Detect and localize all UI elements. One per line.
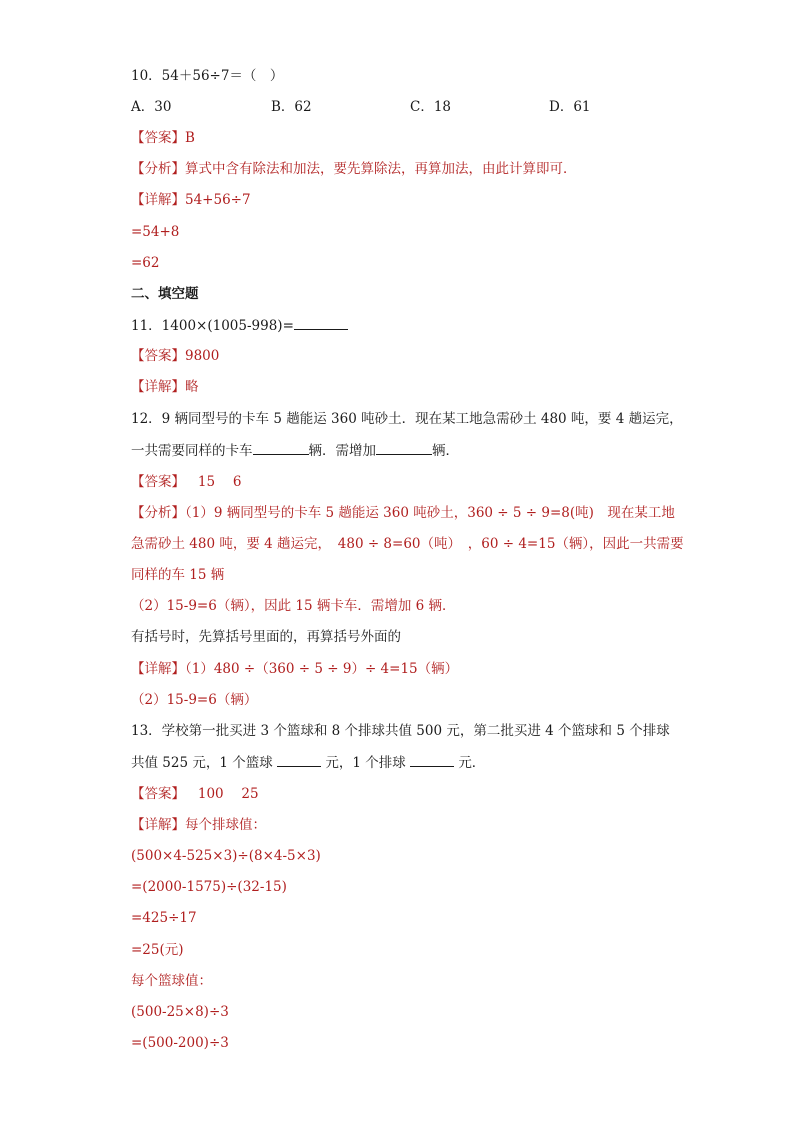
q10-answer-line — [131, 128, 195, 148]
q12-answer-line — [131, 472, 241, 492]
q12-analysis-line-3: 同样的车 15 辆 — [131, 567, 225, 583]
q12-blank-2 — [376, 440, 432, 455]
q13-detail: 每个排球值： — [185, 817, 266, 833]
section-heading: 二、填空题 — [131, 286, 199, 302]
answer-tag: 【答案】 — [131, 130, 185, 146]
q11-detail-line — [131, 377, 199, 397]
q11-stem: 11．1400×(1005-998)= — [131, 318, 294, 334]
q10-step-1: =54+8 — [131, 224, 180, 240]
q12-detail-line-1 — [131, 659, 458, 679]
q10-analysis-line — [131, 159, 577, 179]
q13-step-5: 每个篮球值： — [131, 973, 212, 989]
q11-stem-line — [131, 315, 348, 336]
q12-detail-1: （1）480 ÷（360 ÷ 5 ÷ 9）÷ 4=15（辆） — [185, 661, 459, 677]
answer-tag: 【答案】 — [131, 786, 185, 802]
q12-detail-line-2: （2）15-9=6（辆） — [131, 692, 258, 708]
q12-stem-part-b: 辆．需增加 — [308, 443, 376, 459]
q12-stem-line-1: 12．9 辆同型号的卡车 5 趟能运 360 吨砂土．现在某工地急需砂土 480 吨，要 4 趟运完， — [131, 411, 683, 427]
q13-step-4: =25(元) — [131, 942, 184, 958]
q12-analysis-line-1 — [131, 503, 675, 523]
q10-detail: 54+56÷7 — [185, 192, 251, 208]
q10-stem: 10．54＋56÷7＝（ ） — [131, 68, 284, 84]
q12-stem-part-c: 辆． — [432, 443, 459, 459]
q10-option-d: D．61 — [549, 99, 591, 115]
q13-answer-line — [131, 784, 259, 804]
q13-step-7: =(500-200)÷3 — [131, 1035, 229, 1051]
q13-stem-part-c: 元． — [458, 755, 486, 771]
q12-analysis-line-2: 急需砂土 480 吨，要 4 趟运完， 480 ÷ 8=60（吨） ，60 ÷ 4=15（辆），因此一共需要 — [131, 536, 684, 552]
q13-step-2: =(2000-1575)÷(32-15) — [131, 879, 287, 895]
q12-analysis-line-4: （2）15-9=6（辆），因此 15 辆卡车．需增加 6 辆． — [131, 598, 456, 614]
q11-answer-line — [131, 346, 219, 366]
q12-blank-1 — [253, 440, 309, 455]
detail-tag: 【详解】 — [131, 817, 185, 833]
q10-option-c: C．18 — [410, 99, 452, 115]
answer-tag: 【答案】 — [131, 348, 185, 364]
analysis-tag: 【分析】 — [131, 161, 185, 177]
detail-tag: 【详解】 — [131, 661, 185, 677]
detail-tag: 【详解】 — [131, 192, 185, 208]
q13-blank-2 — [410, 752, 454, 767]
q10-answer: B — [185, 130, 195, 146]
q13-blank-1 — [277, 752, 321, 767]
detail-tag: 【详解】 — [131, 379, 185, 395]
q13-stem-part-b: 元，1 个排球 — [325, 755, 406, 771]
q12-stem-part-a: 一共需要同样的卡车 — [131, 443, 253, 459]
q11-detail: 略 — [185, 379, 199, 395]
q10-analysis: 算式中含有除法和加法，要先算除法，再算加法，由此计算即可． — [185, 161, 577, 177]
q12-note: 有括号时，先算括号里面的，再算括号外面的 — [131, 629, 401, 645]
answer-tag: 【答案】 — [131, 474, 185, 490]
q10-option-b: B．62 — [271, 99, 312, 115]
q13-step-1: (500×4-525×3)÷(8×4-5×3) — [131, 848, 321, 864]
q13-stem-line-2 — [131, 752, 485, 773]
q13-step-3: =425÷17 — [131, 910, 197, 926]
q12-stem-line-2 — [131, 440, 459, 461]
q13-answer: 100 25 — [197, 786, 259, 802]
q12-analysis-1: （1）9 辆同型号的卡车 5 趟能运 360 吨砂土，360 ÷ 5 ÷ 9=8(吨) 现在某工地 — [185, 505, 675, 521]
q13-stem-part-a: 共值 525 元，1 个篮球 — [131, 755, 273, 771]
q11-blank — [294, 315, 348, 330]
q13-detail-line — [131, 815, 266, 835]
q11-answer: 9800 — [185, 348, 220, 364]
q10-step-2: =62 — [131, 255, 160, 271]
q10-detail-line — [131, 190, 251, 210]
q12-answer: 15 6 — [197, 474, 242, 490]
analysis-tag: 【分析】 — [131, 505, 185, 521]
q10-option-a: A．30 — [131, 99, 172, 115]
q13-stem-line-1: 13．学校第一批买进 3 个篮球和 8 个排球共值 500 元，第二批买进 4 个篮球和 5 个排球 — [131, 723, 670, 739]
q13-step-6: (500-25×8)÷3 — [131, 1004, 229, 1020]
